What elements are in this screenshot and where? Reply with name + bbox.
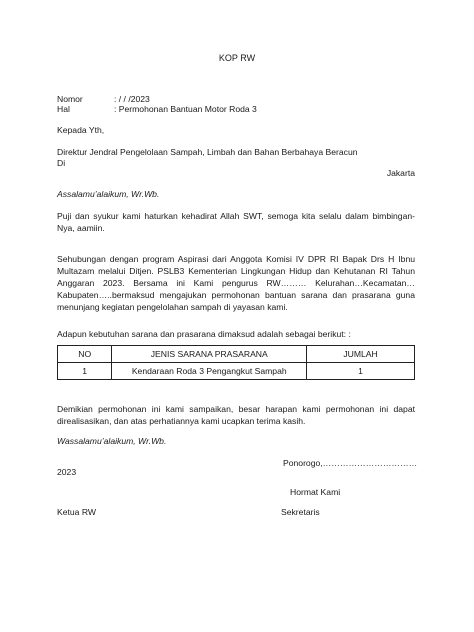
signature-year: 2023 [57, 467, 77, 477]
table-header-no: NO [58, 346, 112, 363]
nomor-label: Nomor [57, 94, 83, 104]
hal-value: : Permohonan Bantuan Motor Roda 3 [114, 104, 257, 114]
sekretaris-label: Sekretaris [281, 507, 320, 517]
paragraph-1: Puji dan syukur kami haturkan kehadirat Allah SWT, semoga kita selalu dalam bimbingan-Nya, aamiin. [57, 211, 415, 233]
closing-paragraph: Demikian permohonan ini kami sampaikan, besar harapan kami permohonan ini dapat direalisasikan, dan atas perhatiannya kami ucapkan terima kasih. [57, 404, 415, 426]
table-header-row [58, 346, 415, 363]
place-date: Ponorogo,…………………………… [283, 458, 418, 468]
recipient-di: Di [57, 158, 66, 168]
hal-row [57, 103, 417, 115]
recipient-line: Direktur Jendral Pengelolaan Sampah, Limbah dan Bahan Berbahaya Beracun [57, 147, 358, 157]
recipient-greeting: Kepada Yth, [57, 125, 105, 135]
paragraph-2: Sehubungan dengan program Aspirasi dari Anggota Komisi IV DPR RI Bapak Drs H Ibnu Multazam melalui Ditjen. PSLB3 Kementerian Lingkungan Hidup dan Kehutanan RI Tahun Anggaran 2023. Bersama ini Kami pengurus RW……… Kelurahan…Kecamatan…Kabupaten…..bermaksud mengajukan permohonan bantuan sarana dan prasarana guna menunjang kegiatan pengelolahan sampah di yayasan kami. [57, 254, 415, 312]
table-header-jenis: JENIS SARANA PRASARANA [112, 346, 307, 363]
nomor-value: : / / /2023 [114, 94, 150, 104]
hormat-kami: Hormat Kami [290, 487, 341, 497]
table-cell-jumlah: 1 [307, 363, 415, 380]
opening-salam: Assalamu’alaikum, Wr.Wb. [57, 189, 160, 199]
ketua-rw-label: Ketua RW [57, 507, 97, 517]
hal-label: Hal [57, 104, 70, 114]
table-row [58, 363, 415, 380]
closing-salam: Wassalamu’alaikum, Wr.Wb. [57, 436, 167, 446]
table-header-jumlah: JUMLAH [307, 346, 415, 363]
letterhead-title: KOP RW [218, 53, 256, 63]
items-table [57, 345, 415, 380]
table-cell-jenis: Kendaraan Roda 3 Pengangkut Sampah [112, 363, 307, 380]
table-cell-no: 1 [58, 363, 112, 380]
recipient-city: Jakarta [386, 168, 415, 178]
paragraph-3: Adapun kebutuhan sarana dan prasarana dimaksud adalah sebagai berikut: : [57, 329, 351, 339]
